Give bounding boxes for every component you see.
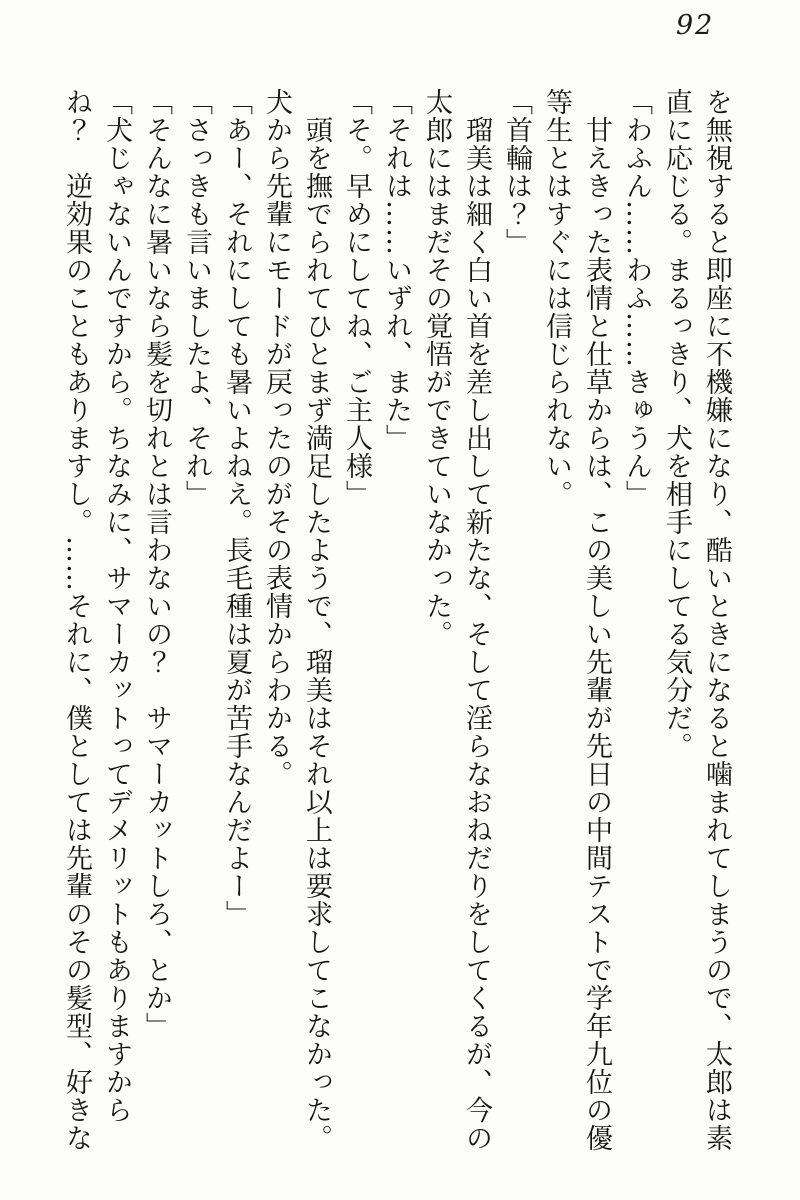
paragraph-dialogue: 「そんなに暑いなら髪を切れとは言わないの？ サマーカットしろ、とか」 — [141, 88, 172, 1040]
paragraph-dialogue: 「そ。早めにしてね、ご主人様」 — [341, 88, 372, 508]
paragraph-dialogue: 「わふん……わふ……きゅうん」 — [621, 88, 652, 508]
paragraph-narration: 甘えきった表情と仕草からは、この美しい先輩が先日の中間テストで学年九位の優等生とはすぐには信じられない。 — [541, 88, 612, 1152]
paragraph-dialogue: 「それは……いずれ、また」 — [381, 88, 412, 452]
paragraph-narration-continuation: を無視すると即座に不機嫌になり、酷いときになると噛まれてしまうので、太郎は素直に応じる。まるっきり、犬を相手にしてる気分だ。 — [661, 88, 732, 1152]
paragraph-narration: 瑠美は細く白い首を差し出して新たな、そして淫らなおねだりをしてくるが、今の太郎にはまだその覚悟ができていなかった。 — [421, 88, 492, 1152]
page-number: 92 — [676, 10, 715, 41]
paragraph-narration: 頭を撫でられてひとまず満足したようで、瑠美はそれ以上は要求してこなかった。犬から先輩にモードが戻ったのがその表情からわかる。 — [261, 88, 332, 1152]
paragraph-dialogue: 「さっきも言いましたよ、それ」 — [181, 88, 212, 508]
novel-text-block — [56, 88, 736, 1152]
paragraph-dialogue: 「犬じゃないんですから。ちなみに、サマーカットってデメリットもありますからね？ 逆効果のこともありますし。……それに、僕としては先輩のその髪型、好きな — [61, 88, 132, 1152]
paragraph-dialogue: 「首輪は？」 — [501, 88, 532, 256]
paragraph-dialogue: 「あー、それにしても暑いよねえ。長毛種は夏が苦手なんだよー」 — [221, 88, 252, 928]
